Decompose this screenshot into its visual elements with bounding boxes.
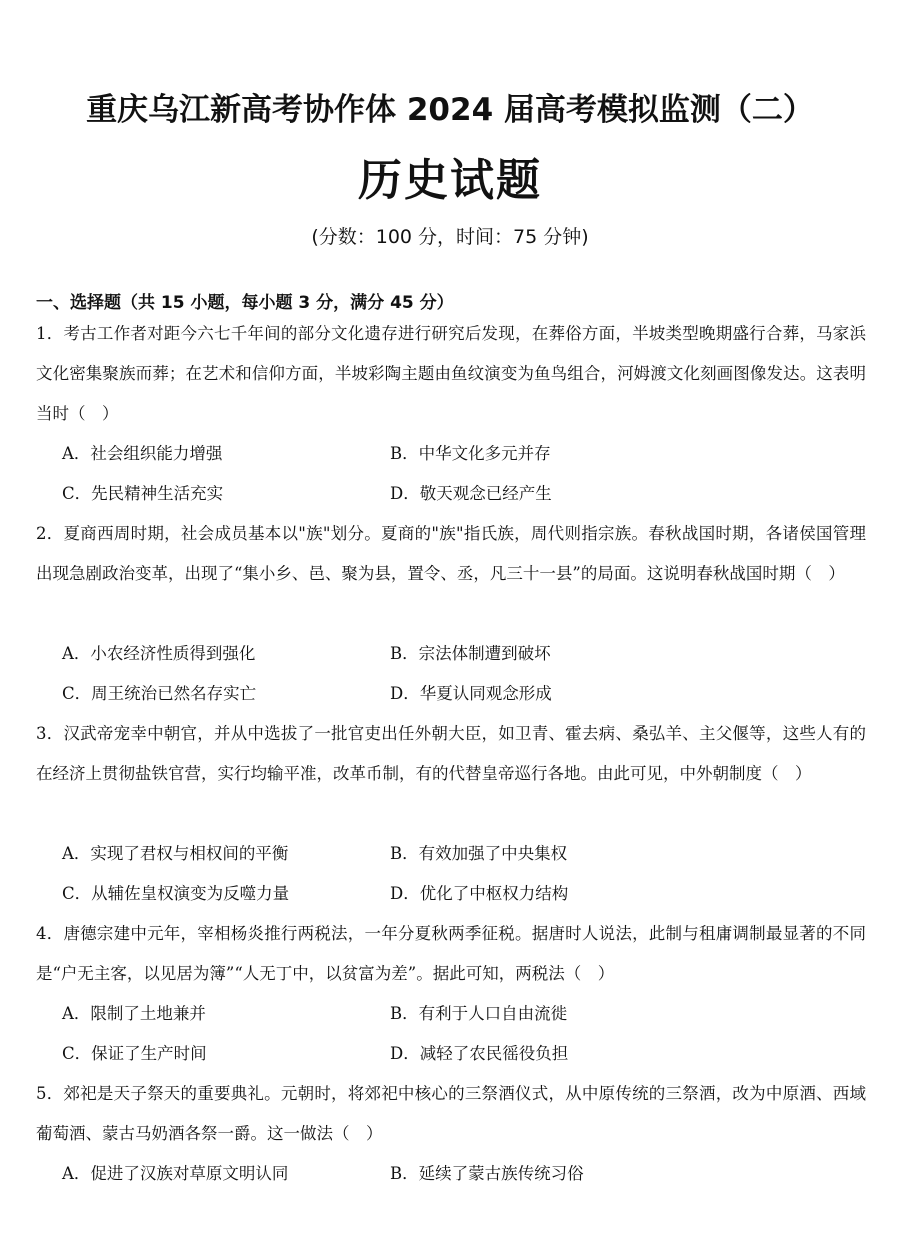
question-2-option-a: A．小农经济性质得到强化: [62, 644, 256, 663]
question-3-option-d: D．优化了中枢权力结构: [390, 884, 569, 903]
question-3-option-a: A．实现了君权与相权间的平衡: [62, 844, 289, 863]
question-4-option-b: B．有利于人口自由流徙: [390, 1004, 568, 1023]
question-1-option-c: C．先民精神生活充实: [62, 484, 224, 503]
question-3-option-c: C．从辅佐皇权演变为反噬力量: [62, 884, 290, 903]
question-3-option-b: B．有效加强了中央集权: [390, 844, 568, 863]
question-5-option-a: A．促进了汉族对草原文明认同: [62, 1164, 289, 1183]
question-1-option-b: B．中华文化多元并存: [390, 444, 551, 463]
question-4-option-d: D．减轻了农民徭役负担: [390, 1044, 569, 1063]
exam-meta: (分数：100 分，时间：75 分钟): [311, 226, 589, 248]
subject-title: 历史试题: [358, 155, 542, 206]
question-5-stem: 5．郊祀是天子祭天的重要典礼。元朝时，将郊祀中核心的三祭酒仪式，从中原传统的三祭酒，改为中原酒、西域葡萄酒、蒙古马奶酒各祭一爵。这一做法（ ）: [36, 1084, 866, 1143]
exam-title: 重庆乌江新高考协作体 2024 届高考模拟监测（二）: [86, 92, 814, 128]
question-4-option-a: A．限制了土地兼并: [62, 1004, 206, 1023]
question-3-stem: 3．汉武帝宠幸中朝官，并从中选拔了一批官吏出任外朝大臣，如卫青、霍去病、桑弘羊、主父偃等，这些人有的在经济上贯彻盐铁官营，实行均输平准，改革币制，有的代替皇帝巡行各地。由此可见，中外朝制度（ ）: [36, 724, 866, 783]
question-2-option-c: C．周王统治已然名存实亡: [62, 684, 257, 703]
question-2-option-b: B．宗法体制遭到破坏: [390, 644, 551, 663]
question-2-stem: 2．夏商西周时期，社会成员基本以"族"划分。夏商的"族"指氏族，周代则指宗族。春秋战国时期，各诸侯国管理出现急剧政治变革，出现了“集小乡、邑、聚为县，置令、丞，凡三十一县”的局面。这说明春秋战国时期（ ）: [36, 524, 866, 583]
question-1-stem: 1．考古工作者对距今六七千年间的部分文化遗存进行研究后发现，在葬俗方面，半坡类型晚期盛行合葬，马家浜文化密集聚族而葬；在艺术和信仰方面，半坡彩陶主题由鱼纹演变为鱼鸟组合，河姆渡文化刻画图像发达。这表明当时（ ）: [36, 324, 866, 423]
question-4-option-c: C．保证了生产时间: [62, 1044, 207, 1063]
question-5-option-b: B．延续了蒙古族传统习俗: [390, 1164, 584, 1183]
section-heading: 一、选择题（共 15 小题，每小题 3 分，满分 45 分）: [36, 293, 454, 313]
question-1-option-d: D．敬天观念已经产生: [390, 484, 552, 503]
question-4-stem: 4．唐德宗建中元年，宰相杨炎推行两税法，一年分夏秋两季征税。据唐时人说法，此制与租庸调制最显著的不同是“户无主客，以见居为簿”“人无丁中，以贫富为差”。据此可知，两税法（ ）: [36, 924, 866, 983]
question-1-option-a: A．社会组织能力增强: [62, 444, 223, 463]
question-2-option-d: D．华夏认同观念形成: [390, 684, 552, 703]
